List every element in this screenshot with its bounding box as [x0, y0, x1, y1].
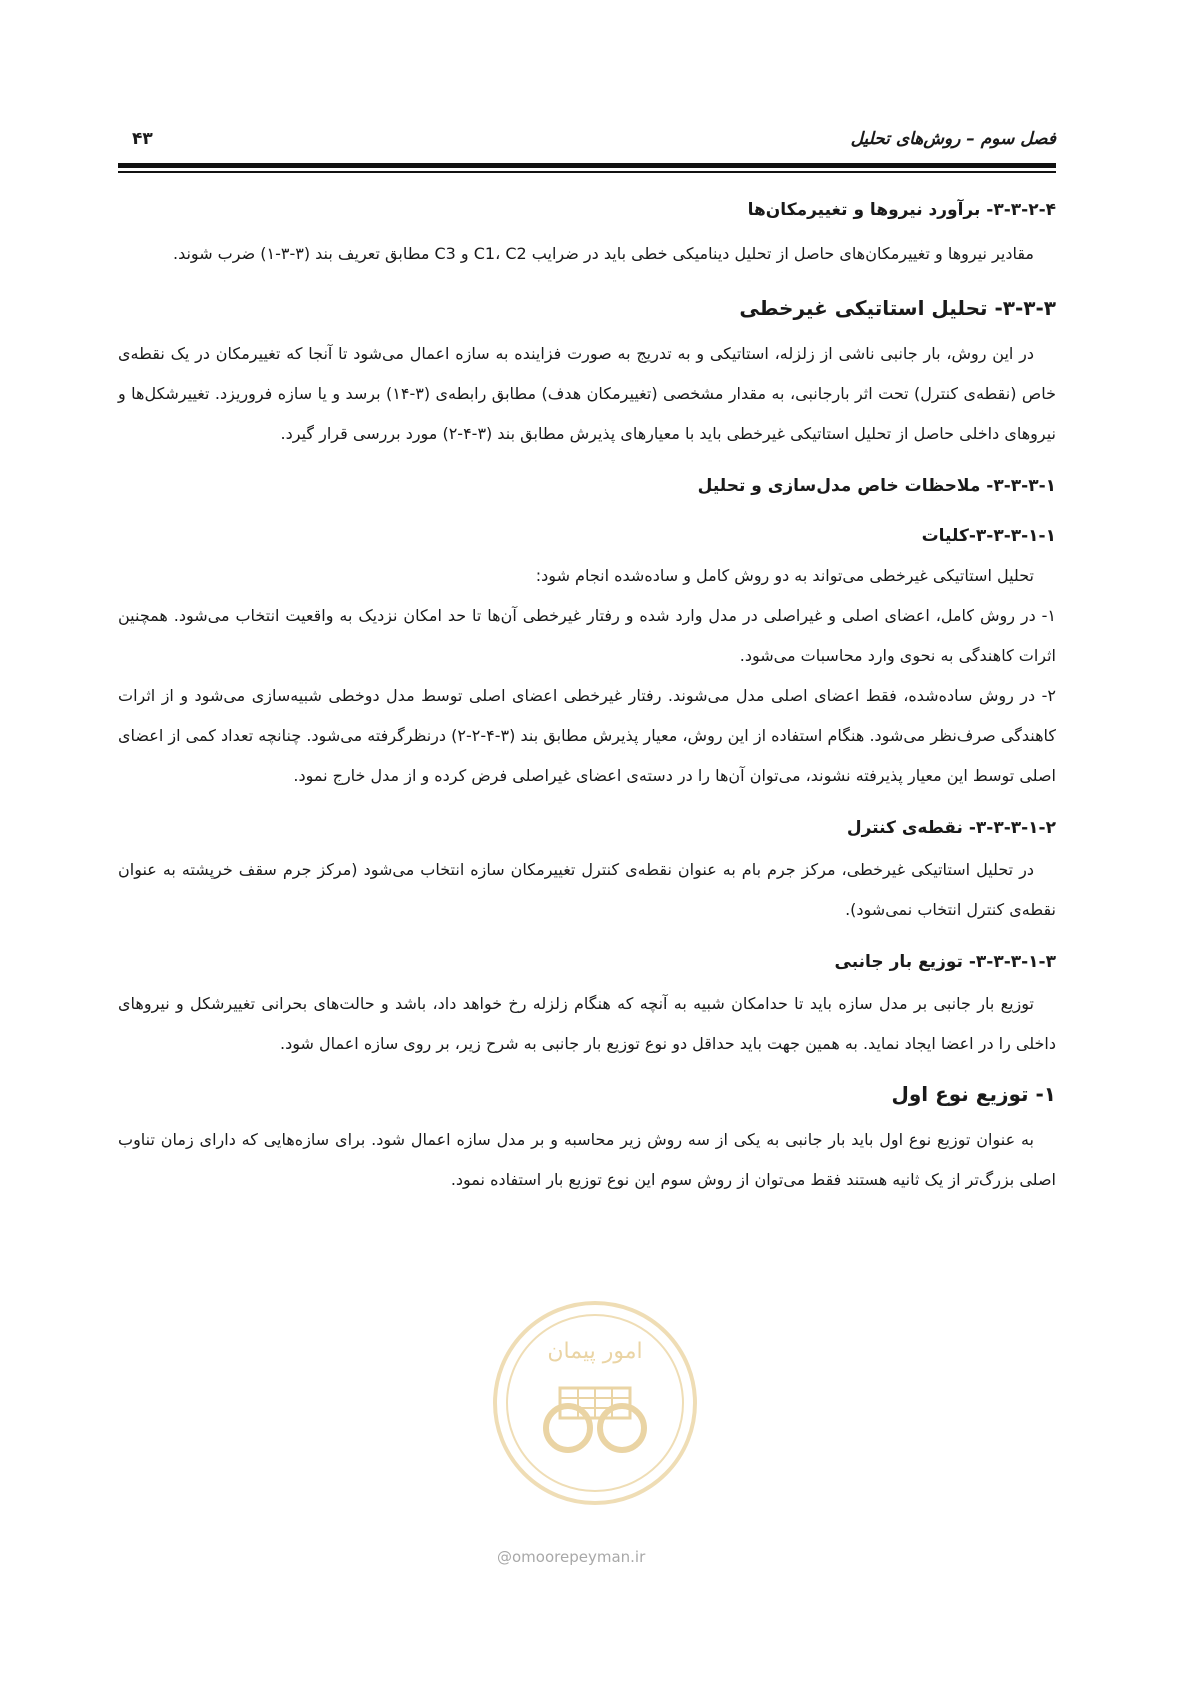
header-rule-thick: [118, 163, 1056, 168]
heading-3-3-3: ۳-۳-۳- تحلیل استاتیکی غیرخطی: [739, 296, 1056, 320]
paragraph-lateral-load-distribution: توزیع بار جانبی بر مدل سازه باید تا حدامکان شبیه به آنچه که هنگام زلزله رخ خواهد داد، باشد و حالت‌های بحرانی تغییرشکل و نیروهای داخلی را در اعضا ایجاد نماید. به همین جهت باید حداقل دو نوع توزیع بار جانبی به شرح زیر، بر روی سازه اعمال شود.: [118, 994, 1056, 1053]
chapter-title: فصل سوم – روش‌های تحلیل: [850, 129, 1056, 149]
paragraph-nonlinear-static: در این روش، بار جانبی ناشی از زلزله، استاتیکی و به تدریج به صورت فزاینده به سازه اعمال می‌شود تا آنجا که تغییرمکان در یک نقطه‌ی خاص (نقطه‌ی کنترل) تحت اثر بارجانبی، به مقدار مشخصی (تغییرمکان هدف) مطابق رابطه‌ی (۳-۱۴) برسد و یا سازه فروریزد. تغییرشکل‌ها و نیروهای داخلی حاصل از تحلیل استاتیکی غیرخطی باید با معیارهای پذیرش مطابق بند (۳-۴-۲) مورد بررسی قرار گیرد.: [118, 344, 1056, 443]
watermark-site: @omoorepeyman.ir: [497, 1548, 646, 1566]
paragraph-general-intro: تحلیل استاتیکی غیرخطی می‌تواند به دو روش کامل و ساده‌شده انجام شود:: [535, 566, 1034, 585]
heading-3-3-2-4: ۳-۳-۲-۴- برآورد نیروها و تغییرمکان‌ها: [747, 200, 1056, 220]
heading-3-3-3-1: ۳-۳-۳-۱- ملاحظات خاص مدل‌سازی و تحلیل: [697, 476, 1056, 496]
paragraph-full-method: ۱- در روش کامل، اعضای اصلی و غیراصلی در مدل وارد شده و رفتار غیرخطی آن‌ها تا حد امکان نزدیک به واقعیت انتخاب می‌شود. همچنین اثرات کاهندگی به نحوی وارد محاسبات می‌شود.: [118, 606, 1056, 665]
watermark-logo: [490, 1298, 700, 1508]
paragraph-forces-displacements: مقادیر نیروها و تغییرمکان‌های حاصل از تحلیل دینامیکی خطی باید در ضرایب C1، C2 و C3 مطابق تعریف بند (۳-۳-۱) ضرب شوند.: [172, 244, 1034, 263]
heading-type1-distribution: ۱- توزیع نوع اول: [891, 1082, 1056, 1106]
paragraph-simplified-method: ۲- در روش ساده‌شده، فقط اعضای اصلی مدل می‌شوند. رفتار غیرخطی اعضای اصلی توسط مدل دوخطی شبیه‌سازی می‌شود و از اثرات کاهندگی صرف‌نظر می‌شود. هنگام استفاده از این روش، معیار پذیرش مطابق بند (۳-۴-۲-۲) درنظرگرفته می‌شود. چنانچه تعداد کمی از اعضای اصلی توسط این معیار پذیرفته نشوند، می‌توان آن‌ها را در دسته‌ی اعضای غیراصلی فرض کرده و از مدل خارج نمود.: [118, 686, 1056, 785]
header-rule-thin: [118, 171, 1056, 173]
running-header: [118, 125, 1056, 155]
paragraph-control-point: در تحلیل استاتیکی غیرخطی، مرکز جرم بام به عنوان نقطه‌ی کنترل تغییرمکان سازه انتخاب می‌شود (مرکز جرم سقف خرپشته به عنوان نقطه‌ی کنترل انتخاب نمی‌شود).: [118, 860, 1056, 919]
paragraph-type1-distribution: به عنوان توزیع نوع اول باید بار جانبی به یکی از سه روش زیر محاسبه و بر مدل سازه اعمال شود. برای سازه‌هایی که دارای زمان تناوب اصلی بزرگ‌تر از یک ثانیه هستند فقط می‌توان از روش سوم این نوع توزیع بار استفاده نمود.: [118, 1130, 1056, 1189]
page-number: ۴۳: [132, 129, 153, 149]
heading-3-3-3-1-3: ۳-۳-۳-۱-۳- توزیع بار جانبی: [834, 952, 1056, 972]
gear-icon: [546, 1406, 644, 1450]
watermark-logo-text: امور پیمان: [547, 1339, 643, 1364]
heading-3-3-3-1-2: ۳-۳-۳-۱-۲- نقطه‌ی کنترل: [846, 818, 1056, 838]
heading-3-3-3-1-1: ۳-۳-۳-۱-۱-کلیات: [921, 526, 1056, 546]
body-content: [118, 200, 1056, 1200]
